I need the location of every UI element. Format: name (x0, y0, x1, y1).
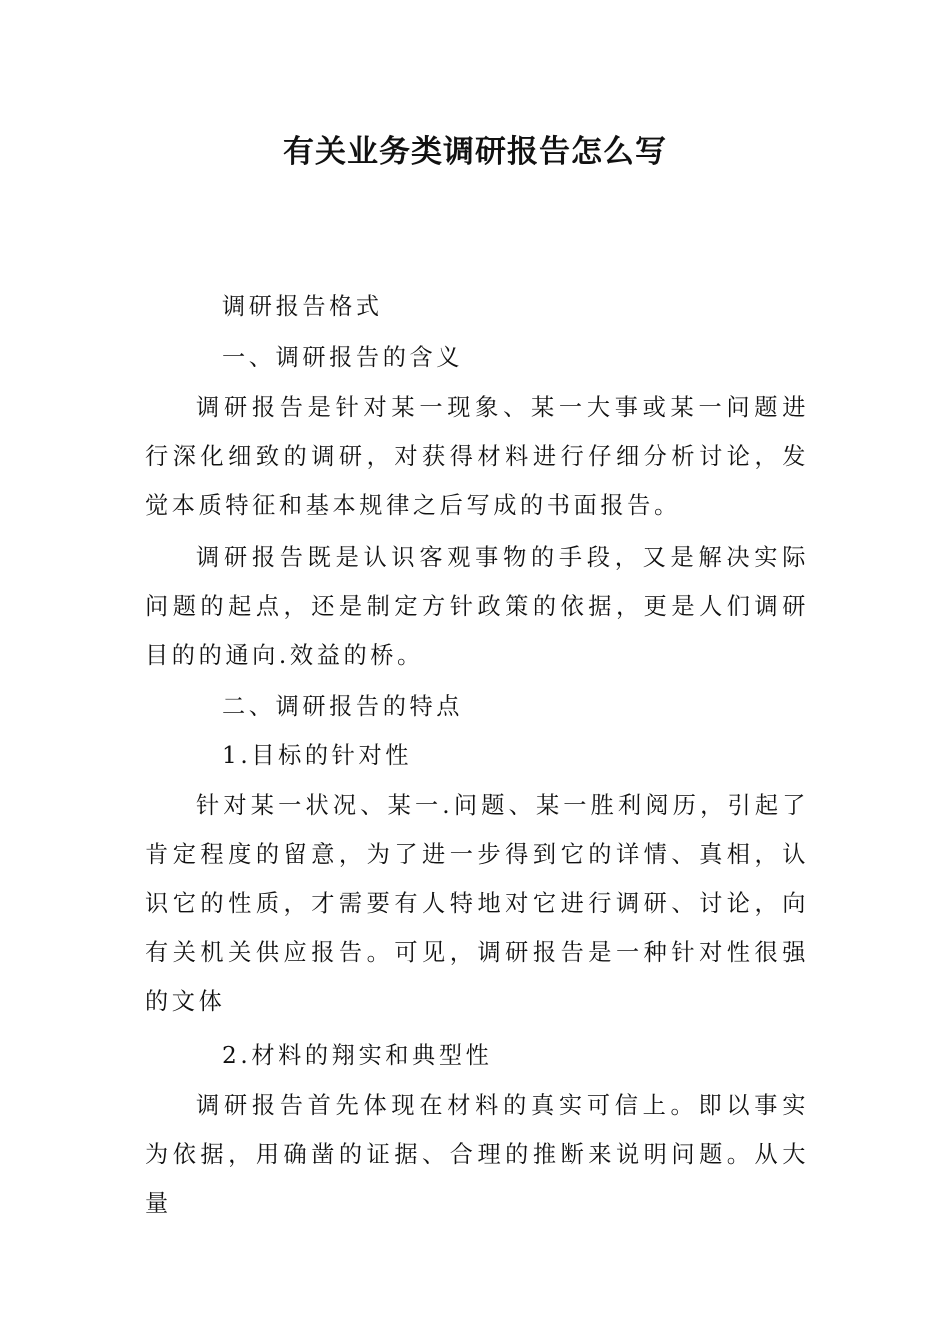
section-heading-features: 二、调研报告的特点 (222, 693, 464, 720)
paragraph-targeted: 针对某一状况、某一.问题、某一胜利阅历，引起了肯定程度的留意，为了进一步得到它的详情、真相，认识它的性质，才需要有人特地对它进行调研、讨论，向有关机关供应报告。可见，调研报告是一种针对性很强的文体 (145, 792, 809, 1015)
section-heading-format: 调研报告格式 (222, 293, 383, 320)
subheading-targeted: 1.目标的针对性 (222, 742, 413, 769)
paragraph-material: 调研报告首先体现在材料的真实可信上。即以事实为依据，用确凿的证据、合理的推断来说明问题。从大量 (145, 1092, 809, 1217)
paragraph-purpose: 调研报告既是认识客观事物的手段，又是解决实际问题的起点，还是制定方针政策的依据，更是人们调研目的的通向.效益的桥。 (145, 544, 809, 669)
subheading-material: 2.材料的翔实和典型性 (222, 1042, 493, 1069)
paragraph-definition: 调研报告是针对某一现象、某一大事或某一问题进行深化细致的调研，对获得材料进行仔细分析讨论，发觉本质特征和基本规律之后写成的书面报告。 (145, 394, 809, 519)
document-title: 有关业务类调研报告怎么写 (283, 134, 667, 170)
section-heading-meaning: 一、调研报告的含义 (222, 344, 464, 371)
